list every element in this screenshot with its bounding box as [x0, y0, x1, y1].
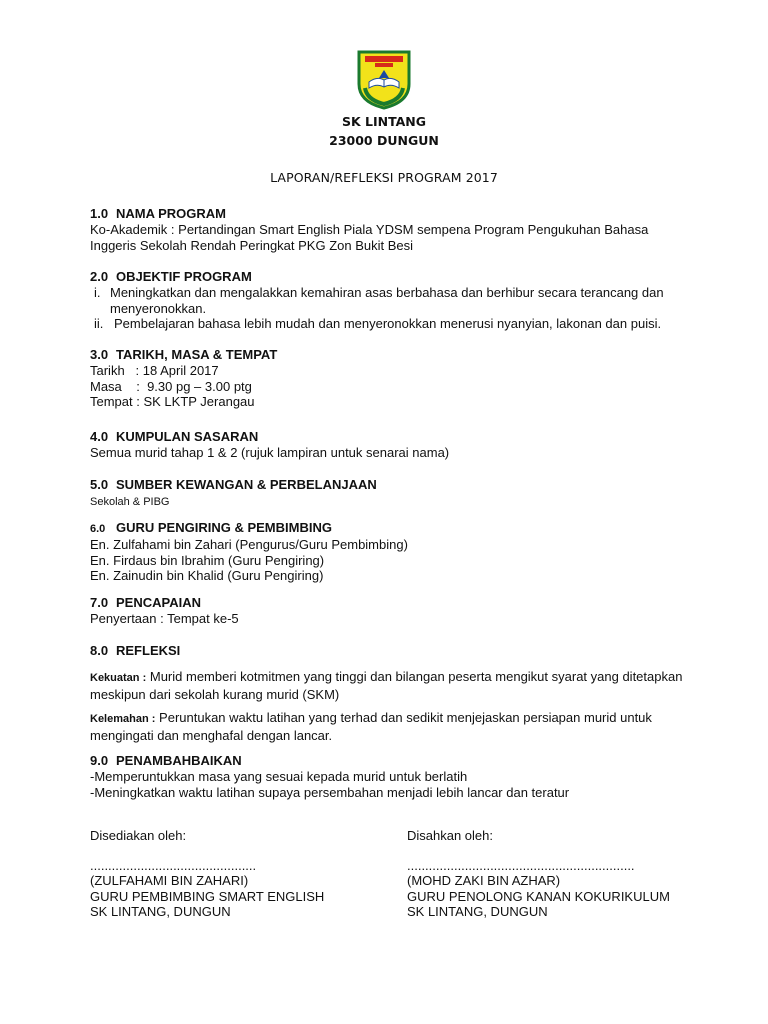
signatory-school: SK LINTANG, DUNGUN — [90, 904, 231, 919]
text-line: -Meningkatkan waktu latihan supaya persembahan menjadi lebih lancar dan teratur — [90, 784, 570, 800]
text-line: -Memperuntukkan masa yang sesuai kepada murid untuk berlatih — [90, 769, 468, 784]
section-number: 2.0 — [90, 269, 109, 284]
section-heading: TARIKH, MASA & TEMPAT — [116, 347, 278, 362]
section-number: 4.0 — [90, 429, 109, 444]
kekuatan-label: Kekuatan : — [90, 672, 147, 684]
school-crest-icon — [355, 48, 413, 110]
section-guru-pengiring — [90, 520, 690, 584]
section-number: 7.0 — [90, 595, 109, 610]
section-heading: SUMBER KEWANGAN & PERBELANJAAN — [116, 477, 377, 492]
time-line: Masa : 9.30 pg – 3.00 ptg — [90, 378, 252, 394]
section-sumber-kewangan — [90, 477, 690, 509]
text-line: En. Zainudin bin Khalid (Guru Pengiring) — [90, 568, 324, 583]
text-line: Meningkatkan dan mengalakkan kemahiran asas berbahasa dan berhibur secara terancang dan — [110, 285, 664, 300]
section-number: 1.0 — [90, 206, 109, 221]
signature-caption: Disahkan oleh: — [407, 828, 493, 843]
section-number: 5.0 — [90, 477, 109, 492]
signature-block-prepared — [90, 828, 380, 920]
list-marker: i. — [94, 285, 101, 300]
section-heading: GURU PENGIRING & PEMBIMBING — [116, 520, 332, 535]
section-heading: REFLEKSI — [116, 643, 181, 658]
section-tarikh-masa-tempat — [90, 347, 690, 410]
text-line: Penyertaan : Tempat ke-5 — [90, 611, 239, 626]
text-line: meskipun dari sekolah kurang murid (SKM) — [90, 686, 340, 702]
text-line: Pembelajaran bahasa lebih mudah dan menyeronokkan menerusi nyanyian, lakonan dan puisi. — [114, 316, 662, 331]
signatory-school: SK LINTANG, DUNGUN — [407, 904, 548, 919]
signatory-name: (MOHD ZAKI BIN AZHAR) — [407, 873, 561, 888]
section-objektif-program — [90, 269, 690, 332]
kelemahan-label: Kelemahan : — [90, 713, 156, 725]
section-heading: OBJEKTIF PROGRAM — [116, 269, 252, 284]
kekuatan-line: Kekuatan : Murid memberi kotmitmen yang tinggi dan bilangan peserta mengikut syarat yang ditetapkan — [90, 669, 683, 684]
section-kumpulan-sasaran — [90, 429, 690, 461]
section-number: 6.0 — [90, 523, 106, 535]
signatory-role: GURU PEMBIMBING SMART ENGLISH — [90, 888, 325, 904]
text-line: En. Firdaus bin Ibrahim (Guru Pengiring) — [90, 552, 325, 568]
signatory-role: GURU PENOLONG KANAN KOKURIKULUM — [407, 888, 670, 904]
section-pencapaian — [90, 595, 690, 627]
text-line: En. Zulfahami bin Zahari (Pengurus/Guru Pembimbing) — [90, 537, 408, 552]
section-heading: NAMA PROGRAM — [116, 206, 227, 221]
section-penambahbaikan — [90, 753, 690, 800]
report-title: LAPORAN/REFLEKSI PROGRAM 2017 — [270, 170, 498, 185]
signatory-name: (ZULFAHAMI BIN ZAHARI) — [90, 873, 249, 888]
section-heading: KUMPULAN SASARAN — [116, 429, 259, 444]
list-item — [94, 316, 690, 332]
text-line: mengingati dan menghafal dengan lancar. — [90, 727, 333, 743]
section-refleksi — [90, 643, 690, 743]
kelemahan-line: Kelemahan : Peruntukan waktu latihan yang terhad dan sedikit menjejaskan persiapan murid untuk — [90, 710, 652, 725]
signature-block-approved — [407, 828, 707, 920]
school-address: 23000 DUNGUN — [329, 133, 439, 148]
text-line: Sekolah & PIBG — [90, 496, 170, 508]
section-number: 9.0 — [90, 753, 109, 768]
school-name: SK LINTANG — [341, 114, 427, 129]
list-item — [94, 285, 690, 316]
signature-line: .............................................. — [90, 857, 257, 873]
section-heading: PENCAPAIAN — [116, 595, 201, 610]
signature-line: ............................................................... — [407, 857, 635, 873]
date-line: Tarikh : 18 April 2017 — [90, 363, 219, 378]
text-line: Semua murid tahap 1 & 2 (rujuk lampiran untuk senarai nama) — [90, 445, 450, 460]
text-line: menyeronokkan. — [110, 300, 207, 316]
text-line: Inggeris Sekolah Rendah Peringkat PKG Zon Bukit Besi — [90, 237, 414, 253]
section-heading: PENAMBAHBAIKAN — [116, 753, 242, 768]
list-marker: ii. — [94, 316, 104, 331]
section-number: 3.0 — [90, 347, 109, 362]
section-nama-program — [90, 206, 690, 253]
signature-caption: Disediakan oleh: — [90, 828, 187, 843]
section-number: 8.0 — [90, 643, 109, 658]
venue-line: Tempat : SK LKTP Jerangau — [90, 394, 255, 409]
text-line: Ko-Akademik : Pertandingan Smart English Piala YDSM sempena Program Pengukuhan Bahasa — [90, 222, 649, 237]
